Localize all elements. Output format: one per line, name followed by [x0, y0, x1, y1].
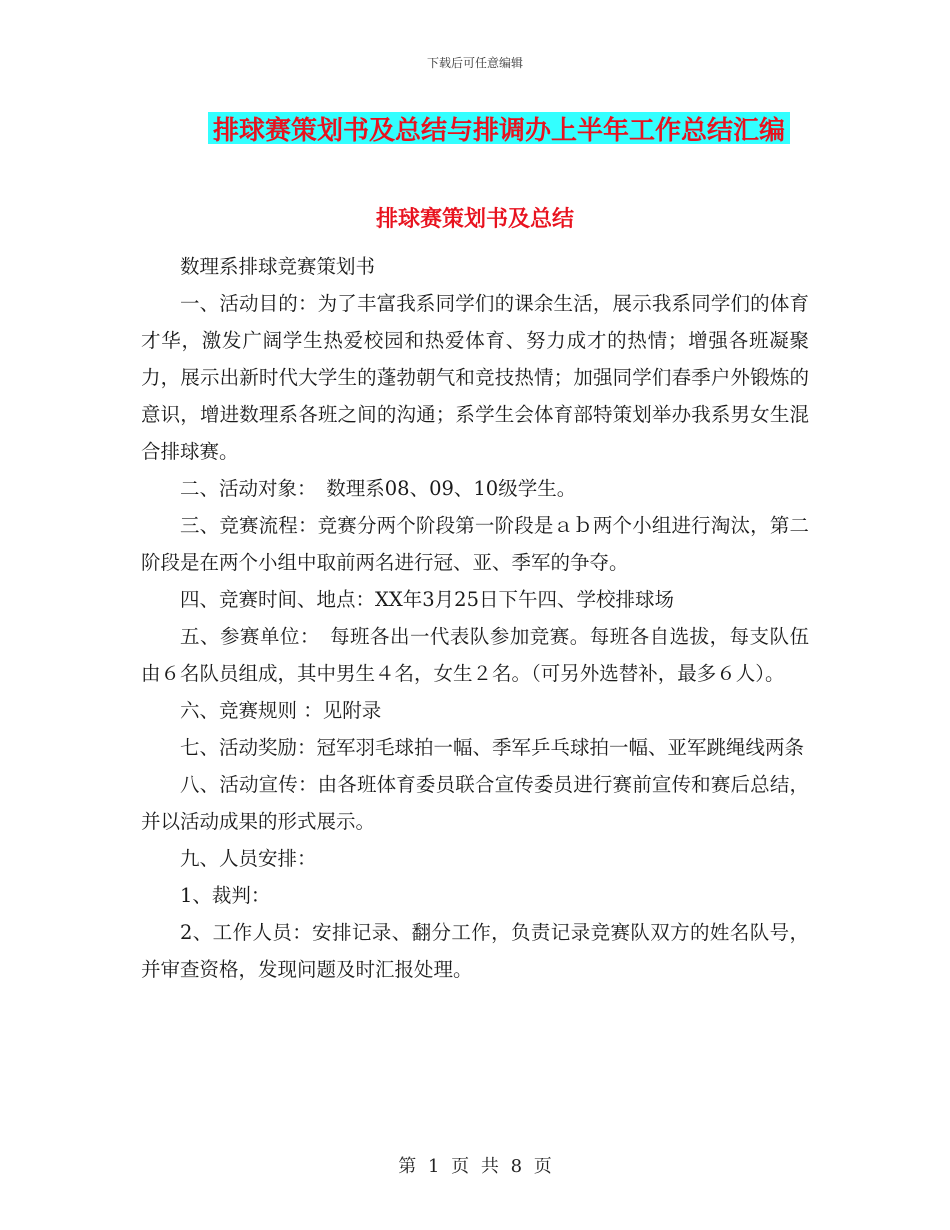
paragraph-process: 三、竞赛流程：竞赛分两个阶段第一阶段是ａｂ两个小组进行淘汰，第二阶段是在两个小组中取前两名进行冠、亚、季军的争夺。 — [141, 514, 809, 574]
paragraph-referee: 1、裁判： — [180, 884, 271, 907]
page-footer: 第 1 页 共 8 页 — [398, 1156, 552, 1177]
document-body — [141, 248, 809, 988]
paragraph-staffing: 九、人员安排： — [180, 847, 317, 870]
header-note: 下载后可任意编辑 — [426, 56, 523, 70]
paragraph-staff: 2、工作人员：安排记录、翻分工作，负责记录竞赛队双方的姓名队号，并审查资格，发现问题及时汇报处理。 — [141, 921, 809, 981]
paragraph-purpose: 一、活动目的：为了丰富我系同学们的课余生活，展示我系同学们的体育才华，激发广阔学生热爱校园和热爱体育、努力成才的热情；增强各班凝聚力，展示出新时代大学生的蓬勃朝气和竞技热情；加强同学们春季户外锻炼的意识，增进数理系各班之间的沟通；系学生会体育部特策划举办我系男女生混合排球赛。 — [141, 292, 809, 463]
paragraph-awards: 七、活动奖励：冠军羽毛球拍一幅、季军乒乓球拍一幅、亚军跳绳线两条 — [180, 736, 805, 759]
paragraph-participants: 五、参赛单位： 每班各出一代表队参加竞赛。每班各自选拔，每支队伍由６名队员组成，其中男生４名，女生２名。（可另外选替补，最多６人）。 — [141, 625, 809, 685]
main-title: 排球赛策划书及总结与排调办上半年工作总结汇编 — [212, 115, 785, 146]
paragraph-promotion: 八、活动宣传：由各班体育委员联合宣传委员进行赛前宣传和赛后总结，并以活动成果的形式展示。 — [141, 773, 809, 833]
paragraph-rules: 六、竞赛规则 ：见附录 — [180, 699, 382, 722]
sub-title: 排球赛策划书及总结 — [375, 207, 574, 232]
paragraph-audience: 二、活动对象： 数理系08、09、10级学生。 — [180, 477, 577, 500]
paragraph-heading: 数理系排球竞赛策划书 — [180, 255, 376, 278]
paragraph-time-place: 四、竞赛时间、地点：XX年3月25日下午四、学校排球场 — [180, 588, 674, 611]
main-title-highlight — [208, 112, 790, 144]
